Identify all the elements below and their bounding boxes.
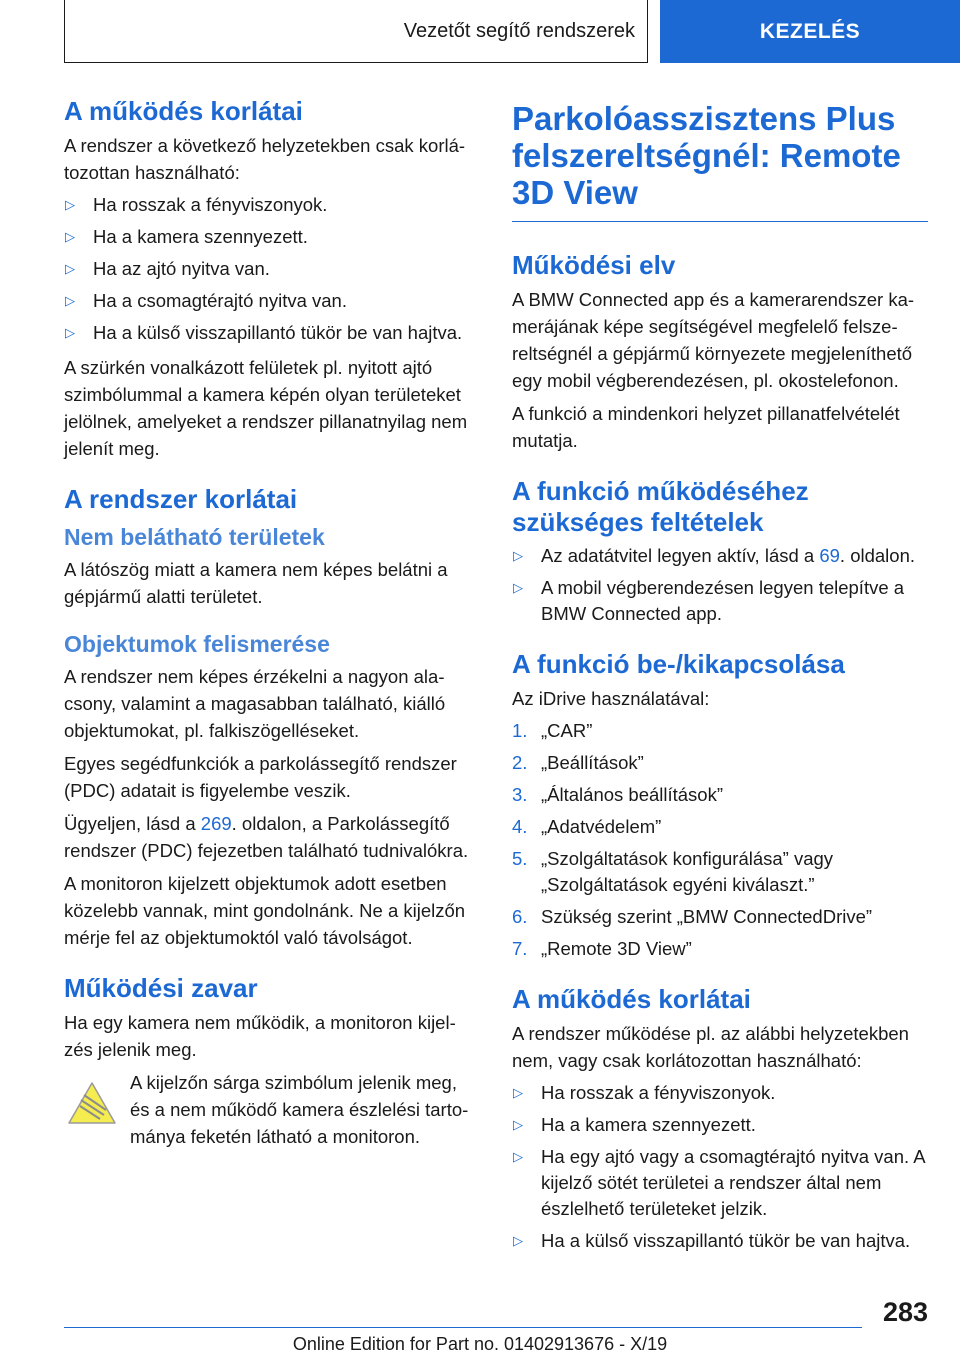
step-number: 3.	[512, 784, 528, 805]
limits-intro: A rendszer a következő helyzetekben csak korlátozottan használható:	[64, 135, 466, 183]
requirements-heading: A funkció működéséhez szükséges feltételek	[512, 476, 809, 537]
list-item: 5. „Szolgáltatások konfigurálása” vagy „Szolgáltatások egyéni kiválaszt.”	[512, 848, 834, 895]
list-item: ▷ Ha a csomagtérajtó nyitva van.	[64, 288, 476, 314]
limits-list-right	[512, 1080, 928, 1254]
system-limits-heading: A rendszer korlátai	[64, 484, 298, 514]
object-detection-p1: A rendszer nem képes érzékelni a nagyon alacsony, valamint a magasabban található, kiálló objektumokat, pl. falkiszögelléseket.	[64, 666, 446, 741]
header-section-label: KEZELÉS	[759, 19, 861, 43]
list-item: 1. „CAR”	[512, 718, 928, 744]
malfunction-heading: Működési zavar	[64, 973, 258, 1003]
object-detection-p2: Egyes segédfunkciók a parkolássegítő rendszer (PDC) adatait is figyelembe veszik.	[64, 753, 457, 801]
principle-p1: A BMW Connected app és a kamerarendszer kamerájának képe segítségével megfelelő felszereltségnél a gépjármű környezete megjeleníthető egy mobil végberendezésen, pl. okostelefonon.	[512, 289, 915, 391]
invisible-areas-heading: Nem belátható területek	[64, 524, 325, 550]
list-item: ▷ Ha a kamera szennyezett.	[64, 224, 476, 250]
warning-text: A kijelzőn sárga szimbólum jelenik meg, és a nem működő kamera észlelési tartománya feketén látható a monitoron.	[130, 1072, 469, 1147]
list-item: ▷ Ha a külső visszapillantó tükör be van hajtva.	[512, 1228, 928, 1254]
left-column	[64, 96, 476, 1156]
footer-edition: Online Edition for Part no. 01402913676 - X/19	[292, 1334, 668, 1354]
list-item: 6. Szükség szerint „BMW ConnectedDrive”	[512, 904, 928, 930]
malfunction-text: Ha egy kamera nem működik, a monitoron kijelzés jelenik meg.	[64, 1012, 456, 1060]
list-item: ▷ Ha az ajtó nyitva van.	[64, 256, 476, 282]
limits-intro-right: A rendszer működése pl. az alábbi helyzetekben nem, vagy csak korlátozottan használható:	[512, 1023, 909, 1071]
steps-list	[512, 718, 928, 962]
limits-note: A szürkén vonalkázott felületek pl. nyitott ajtó szimbólummal a kamera képén olyan területeket jelölnek, amelyeket a rendszer pillanatnyilag nem jelenít meg.	[64, 357, 468, 459]
page-link-69[interactable]: 69	[819, 545, 840, 566]
limits-heading-right: A működés korlátai	[512, 984, 751, 1014]
list-item: ▷ Ha rosszak a fényviszonyok.	[64, 192, 476, 218]
limits-heading: A működés korlátai	[64, 96, 303, 126]
warning-note	[64, 1069, 476, 1150]
list-item: ▷ A mobil végberendezésen legyen telepítve a BMW Connected app.	[512, 575, 928, 627]
step-number: 4.	[512, 816, 528, 837]
onoff-intro: Az iDrive használatával:	[512, 688, 710, 709]
object-detection-heading: Objektumok felismerése	[64, 631, 330, 657]
list-item: ▷ Ha a külső visszapillantó tükör be van hajtva.	[64, 320, 476, 346]
limits-list	[64, 192, 476, 346]
principle-heading: Működési elv	[512, 250, 676, 280]
main-heading: Parkolóasszisztens Plus felszereltségnél: Remote 3D View	[512, 100, 928, 222]
step-number: 1.	[512, 720, 528, 741]
list-item: ▷ Ha egy ajtó vagy a csomagtérajtó nyitva van. A kijelző sötét területei a rendszer által nem észlelhető területeket jelzik.	[512, 1144, 928, 1222]
page-link-269[interactable]: 269	[200, 813, 232, 834]
requirements-list	[512, 543, 928, 627]
step-number: 5.	[512, 848, 528, 869]
onoff-heading: A funkció be-/kikapcsolása	[512, 649, 845, 679]
footer-divider	[64, 1327, 862, 1328]
list-item: ▷ Az adatátvitel legyen aktív, lásd a 69. oldalon.	[512, 543, 928, 569]
principle-p2: A funkció a mindenkori helyzet pillanatfelvételét mutatja.	[512, 403, 900, 451]
list-item: 3. „Általános beállítások”	[512, 782, 928, 808]
object-detection-p4: A monitoron kijelzett objektumok adott esetben közelebb vannak, mint gondolnánk. Ne a kijelzőn mérje fel az objektumoktól való távolságot.	[64, 873, 466, 948]
step-number: 2.	[512, 752, 528, 773]
page-number: 283	[882, 1297, 928, 1327]
step-number: 7.	[512, 938, 528, 959]
list-item: 4. „Adatvédelem”	[512, 814, 928, 840]
list-item: 2. „Beállítások”	[512, 750, 928, 776]
header-chapter	[64, 0, 648, 63]
right-column	[512, 96, 928, 1262]
header-section-tab	[660, 0, 960, 63]
warning-triangle-icon	[67, 1081, 117, 1125]
list-item: ▷ Ha a kamera szennyezett.	[512, 1112, 928, 1138]
invisible-areas-text: A látószög miatt a kamera nem képes belátni a gépjármű alatti területet.	[64, 559, 448, 607]
list-item: 7. „Remote 3D View”	[512, 936, 928, 962]
step-number: 6.	[512, 906, 528, 927]
header-chapter-label: Vezetőt segítő rendszerek	[403, 19, 635, 42]
object-detection-p3: Ügyeljen, lásd a 269. oldalon, a Parkolássegítő rendszer (PDC) fejezetben található tudnivalókra.	[64, 813, 469, 861]
list-item: ▷ Ha rosszak a fényviszonyok.	[512, 1080, 928, 1106]
